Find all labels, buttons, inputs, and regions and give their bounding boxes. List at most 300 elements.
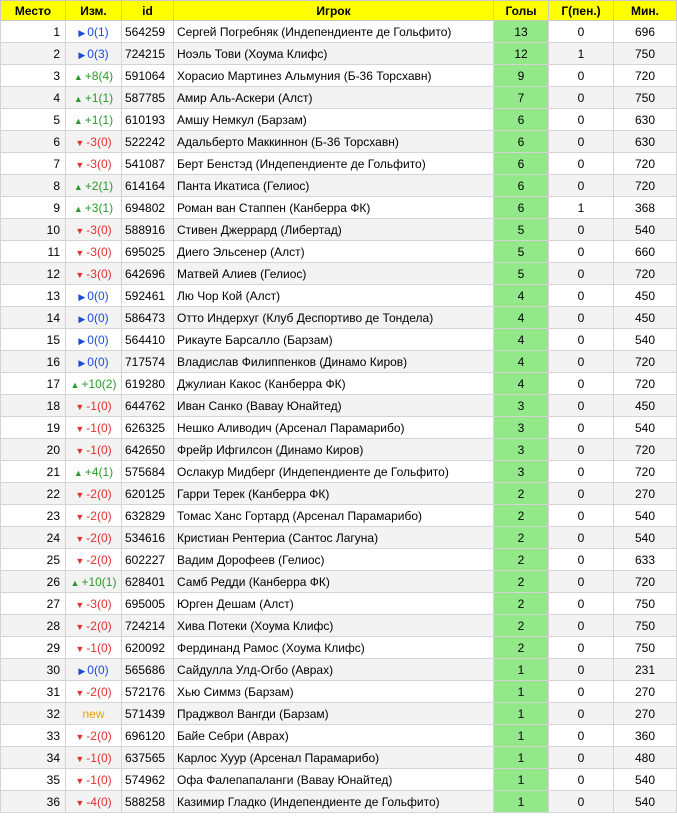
table-row[interactable] (1, 439, 677, 461)
player-cell[interactable]: Ослакур Мидберг (Индепендиенте де Гольфито) (174, 461, 494, 483)
player-cell[interactable]: Диего Эльсенер (Алст) (174, 241, 494, 263)
goals-cell: 2 (494, 637, 549, 659)
penalty-goals-cell: 0 (549, 483, 614, 505)
change-cell (66, 615, 122, 637)
place-cell: 25 (1, 549, 66, 571)
place-cell: 13 (1, 285, 66, 307)
table-row[interactable] (1, 175, 677, 197)
table-row[interactable] (1, 571, 677, 593)
player-cell[interactable]: Берт Бенстэд (Индепендиенте де Гольфито) (174, 153, 494, 175)
place-cell: 6 (1, 131, 66, 153)
place-cell: 11 (1, 241, 66, 263)
place-cell: 15 (1, 329, 66, 351)
place-cell: 10 (1, 219, 66, 241)
id-cell: 642696 (122, 263, 174, 285)
place-cell: 16 (1, 351, 66, 373)
player-cell[interactable]: Хью Симмз (Барзам) (174, 681, 494, 703)
player-cell[interactable]: Рикауте Барсалло (Барзам) (174, 329, 494, 351)
place-cell: 19 (1, 417, 66, 439)
change-value: -2(0) (86, 684, 112, 699)
goals-cell: 3 (494, 417, 549, 439)
arrow-down-icon: ▼ (75, 159, 85, 170)
goals-cell: 4 (494, 373, 549, 395)
change-value: 0(0) (87, 332, 109, 347)
place-cell: 5 (1, 109, 66, 131)
penalty-goals-cell: 0 (549, 527, 614, 549)
player-cell[interactable]: Праджвол Вангди (Барзам) (174, 703, 494, 725)
table-row[interactable] (1, 681, 677, 703)
penalty-goals-cell: 0 (549, 571, 614, 593)
goals-cell: 3 (494, 395, 549, 417)
change-value: -2(0) (86, 728, 112, 743)
header-penalties[interactable]: Г(пен.) (549, 1, 614, 21)
arrow-down-icon: ▼ (75, 247, 85, 258)
table-row[interactable] (1, 791, 677, 813)
arrow-right-icon: ▶ (78, 49, 86, 60)
table-row[interactable] (1, 197, 677, 219)
arrow-up-icon: ▲ (73, 93, 83, 104)
goals-cell: 6 (494, 175, 549, 197)
player-cell[interactable]: Хорасио Мартинез Альмуния (Б-36 Торсхавн) (174, 65, 494, 87)
goals-cell: 1 (494, 681, 549, 703)
id-cell: 588258 (122, 791, 174, 813)
change-cell (66, 505, 122, 527)
arrow-down-icon: ▼ (75, 511, 85, 522)
arrow-right-icon: ▶ (78, 357, 86, 368)
table-row[interactable] (1, 747, 677, 769)
table-row[interactable] (1, 527, 677, 549)
change-cell (66, 439, 122, 461)
goals-cell: 6 (494, 197, 549, 219)
change-value: -3(0) (86, 222, 112, 237)
header-minutes[interactable]: Мин. (614, 1, 677, 21)
minutes-cell: 633 (614, 549, 677, 571)
change-cell (66, 285, 122, 307)
change-value: -1(0) (86, 442, 112, 457)
change-value: -3(0) (86, 134, 112, 149)
goals-cell: 2 (494, 549, 549, 571)
table-row[interactable] (1, 417, 677, 439)
table-row[interactable] (1, 21, 677, 43)
place-cell: 20 (1, 439, 66, 461)
goals-cell: 6 (494, 131, 549, 153)
place-cell: 8 (1, 175, 66, 197)
change-cell (66, 791, 122, 813)
change-cell (66, 131, 122, 153)
penalty-goals-cell: 0 (549, 153, 614, 175)
place-cell: 14 (1, 307, 66, 329)
penalty-goals-cell: 0 (549, 461, 614, 483)
table-row[interactable] (1, 637, 677, 659)
place-cell: 21 (1, 461, 66, 483)
id-cell: 541087 (122, 153, 174, 175)
player-cell[interactable]: Юрген Дешам (Алст) (174, 593, 494, 615)
arrow-right-icon: ▶ (78, 27, 86, 38)
penalty-goals-cell: 0 (549, 747, 614, 769)
arrow-down-icon: ▼ (75, 423, 85, 434)
place-cell: 3 (1, 65, 66, 87)
change-cell (66, 483, 122, 505)
table-row[interactable] (1, 505, 677, 527)
player-cell[interactable]: Лю Чор Кой (Алст) (174, 285, 494, 307)
goals-cell: 4 (494, 351, 549, 373)
minutes-cell: 660 (614, 241, 677, 263)
change-value: 0(0) (87, 288, 109, 303)
change-value: +10(2) (81, 376, 117, 391)
goals-cell: 7 (494, 87, 549, 109)
minutes-cell: 750 (614, 87, 677, 109)
place-cell: 27 (1, 593, 66, 615)
change-cell (66, 527, 122, 549)
change-cell (66, 681, 122, 703)
goals-cell: 2 (494, 505, 549, 527)
penalty-goals-cell: 1 (549, 43, 614, 65)
change-cell (66, 197, 122, 219)
id-cell: 574962 (122, 769, 174, 791)
change-value: -1(0) (86, 750, 112, 765)
penalty-goals-cell: 0 (549, 769, 614, 791)
change-value: +1(1) (84, 90, 114, 105)
table-row[interactable] (1, 307, 677, 329)
change-cell (66, 87, 122, 109)
change-value: -2(0) (86, 552, 112, 567)
table-body (1, 21, 677, 813)
table-row[interactable] (1, 109, 677, 131)
arrow-down-icon: ▼ (75, 533, 85, 544)
goals-cell: 1 (494, 769, 549, 791)
penalty-goals-cell: 0 (549, 65, 614, 87)
player-cell[interactable]: Джулиан Какос (Канберра ФК) (174, 373, 494, 395)
player-cell[interactable]: Кристиан Рентериа (Сантос Лагуна) (174, 527, 494, 549)
player-cell[interactable]: Фердинанд Рамос (Хоума Клифс) (174, 637, 494, 659)
change-value: -3(0) (86, 244, 112, 259)
table-row[interactable] (1, 461, 677, 483)
arrow-down-icon: ▼ (75, 489, 85, 500)
table-row[interactable] (1, 395, 677, 417)
change-value: -2(0) (86, 618, 112, 633)
penalty-goals-cell: 0 (549, 307, 614, 329)
player-cell[interactable]: Казимир Гладко (Индепендиенте де Гольфито) (174, 791, 494, 813)
change-cell (66, 571, 122, 593)
id-cell: 619280 (122, 373, 174, 395)
change-value: +3(1) (84, 200, 114, 215)
change-value: 0(1) (87, 24, 109, 39)
change-value: -1(0) (86, 398, 112, 413)
change-value: -1(0) (86, 420, 112, 435)
goals-cell: 2 (494, 615, 549, 637)
table-row[interactable] (1, 725, 677, 747)
arrow-right-icon: ▶ (78, 335, 86, 346)
table-row[interactable] (1, 285, 677, 307)
player-cell[interactable]: Офа Фалепапаланги (Вавау Юнайтед) (174, 769, 494, 791)
penalty-goals-cell: 0 (549, 681, 614, 703)
minutes-cell: 450 (614, 307, 677, 329)
id-cell: 644762 (122, 395, 174, 417)
change-cell (66, 351, 122, 373)
id-cell: 695005 (122, 593, 174, 615)
penalty-goals-cell: 1 (549, 197, 614, 219)
table-row[interactable] (1, 131, 677, 153)
penalty-goals-cell: 0 (549, 87, 614, 109)
player-cell[interactable]: Ноэль Тови (Хоума Клифс) (174, 43, 494, 65)
goals-cell: 5 (494, 219, 549, 241)
id-cell: 564259 (122, 21, 174, 43)
minutes-cell: 540 (614, 769, 677, 791)
id-cell: 620125 (122, 483, 174, 505)
change-cell (66, 637, 122, 659)
arrow-down-icon: ▼ (75, 269, 85, 280)
change-cell (66, 747, 122, 769)
id-cell: 637565 (122, 747, 174, 769)
header-goals[interactable]: Голы (494, 1, 549, 21)
penalty-goals-cell: 0 (549, 109, 614, 131)
change-cell (66, 219, 122, 241)
player-cell[interactable]: Иван Санко (Вавау Юнайтед) (174, 395, 494, 417)
arrow-down-icon: ▼ (75, 621, 85, 632)
id-cell: 522242 (122, 131, 174, 153)
change-cell (66, 153, 122, 175)
penalty-goals-cell: 0 (549, 219, 614, 241)
table-row[interactable] (1, 483, 677, 505)
arrow-right-icon: ▶ (78, 665, 86, 676)
arrow-down-icon: ▼ (75, 731, 85, 742)
change-value: +1(1) (84, 112, 114, 127)
minutes-cell: 540 (614, 505, 677, 527)
id-cell: 587785 (122, 87, 174, 109)
player-cell[interactable]: Хива Потеки (Хоума Клифс) (174, 615, 494, 637)
change-value: +2(1) (84, 178, 114, 193)
id-cell: 572176 (122, 681, 174, 703)
goals-cell: 1 (494, 747, 549, 769)
table-row[interactable] (1, 351, 677, 373)
place-cell: 28 (1, 615, 66, 637)
arrow-up-icon: ▲ (73, 115, 83, 126)
place-cell: 1 (1, 21, 66, 43)
table-row[interactable] (1, 615, 677, 637)
penalty-goals-cell: 0 (549, 615, 614, 637)
player-cell[interactable]: Стивен Джеррард (Либертад) (174, 219, 494, 241)
goals-cell: 3 (494, 439, 549, 461)
table-row[interactable] (1, 43, 677, 65)
penalty-goals-cell: 0 (549, 241, 614, 263)
change-value: -2(0) (86, 486, 112, 501)
place-cell: 18 (1, 395, 66, 417)
goals-cell: 5 (494, 263, 549, 285)
minutes-cell: 231 (614, 659, 677, 681)
table-row[interactable] (1, 549, 677, 571)
table-row[interactable] (1, 153, 677, 175)
change-cell (66, 549, 122, 571)
place-cell: 35 (1, 769, 66, 791)
penalty-goals-cell: 0 (549, 791, 614, 813)
player-cell[interactable]: Адальберто Маккиннон (Б-36 Торсхавн) (174, 131, 494, 153)
player-cell[interactable]: Сергей Погребняк (Индепендиенте де Гольфито) (174, 21, 494, 43)
id-cell: 592461 (122, 285, 174, 307)
penalty-goals-cell: 0 (549, 659, 614, 681)
change-cell (66, 307, 122, 329)
change-value: -3(0) (86, 156, 112, 171)
player-cell[interactable]: Томас Ханс Гортард (Арсенал Парамарибо) (174, 505, 494, 527)
place-cell: 9 (1, 197, 66, 219)
arrow-up-icon: ▲ (70, 379, 80, 390)
table-row[interactable] (1, 263, 677, 285)
minutes-cell: 750 (614, 637, 677, 659)
table-row[interactable] (1, 87, 677, 109)
table-row[interactable] (1, 703, 677, 725)
minutes-cell: 450 (614, 285, 677, 307)
arrow-down-icon: ▼ (75, 753, 85, 764)
penalty-goals-cell: 0 (549, 395, 614, 417)
change-value: -3(0) (86, 596, 112, 611)
player-cell[interactable]: Амшу Немкул (Барзам) (174, 109, 494, 131)
id-cell: 571439 (122, 703, 174, 725)
arrow-down-icon: ▼ (75, 643, 85, 654)
penalty-goals-cell: 0 (549, 637, 614, 659)
change-value: 0(0) (87, 310, 109, 325)
player-cell[interactable]: Роман ван Стаппен (Канберра ФК) (174, 197, 494, 219)
minutes-cell: 270 (614, 703, 677, 725)
id-cell: 564410 (122, 329, 174, 351)
place-cell: 31 (1, 681, 66, 703)
change-cell (66, 373, 122, 395)
minutes-cell: 720 (614, 153, 677, 175)
place-cell: 29 (1, 637, 66, 659)
penalty-goals-cell: 0 (549, 285, 614, 307)
goals-cell: 2 (494, 483, 549, 505)
player-cell[interactable]: Вадим Дорофеев (Гелиос) (174, 549, 494, 571)
id-cell: 695025 (122, 241, 174, 263)
id-cell: 614164 (122, 175, 174, 197)
minutes-cell: 450 (614, 395, 677, 417)
id-cell: 588916 (122, 219, 174, 241)
goals-cell: 13 (494, 21, 549, 43)
id-cell: 620092 (122, 637, 174, 659)
table-row[interactable] (1, 769, 677, 791)
header-player[interactable]: Игрок (174, 1, 494, 21)
minutes-cell: 720 (614, 571, 677, 593)
place-cell: 26 (1, 571, 66, 593)
goals-cell: 1 (494, 703, 549, 725)
penalty-goals-cell: 0 (549, 703, 614, 725)
id-cell: 610193 (122, 109, 174, 131)
penalty-goals-cell: 0 (549, 21, 614, 43)
place-cell: 22 (1, 483, 66, 505)
player-cell[interactable]: Нешко Аливодич (Арсенал Парамарибо) (174, 417, 494, 439)
minutes-cell: 540 (614, 791, 677, 813)
change-cell (66, 461, 122, 483)
id-cell: 642650 (122, 439, 174, 461)
player-cell[interactable]: Гарри Терек (Канберра ФК) (174, 483, 494, 505)
table-row[interactable] (1, 65, 677, 87)
player-cell[interactable]: Фрейр Ифгилсон (Динамо Киров) (174, 439, 494, 461)
arrow-down-icon: ▼ (75, 775, 85, 786)
player-cell[interactable]: Байе Себри (Аврах) (174, 725, 494, 747)
minutes-cell: 540 (614, 329, 677, 351)
change-cell (66, 593, 122, 615)
player-cell[interactable]: Отто Индерхуг (Клуб Деспортиво де Тондела) (174, 307, 494, 329)
player-cell[interactable]: Панта Икатиса (Гелиос) (174, 175, 494, 197)
change-cell (66, 263, 122, 285)
penalty-goals-cell: 0 (549, 131, 614, 153)
change-cell (66, 21, 122, 43)
place-cell: 32 (1, 703, 66, 725)
arrow-down-icon: ▼ (75, 599, 85, 610)
id-cell: 626325 (122, 417, 174, 439)
minutes-cell: 720 (614, 263, 677, 285)
goals-cell: 2 (494, 571, 549, 593)
id-cell: 591064 (122, 65, 174, 87)
penalty-goals-cell: 0 (549, 329, 614, 351)
table-row[interactable] (1, 241, 677, 263)
place-cell: 7 (1, 153, 66, 175)
minutes-cell: 270 (614, 681, 677, 703)
minutes-cell: 540 (614, 527, 677, 549)
minutes-cell: 720 (614, 461, 677, 483)
change-value: 0(0) (87, 662, 109, 677)
player-cell[interactable]: Амир Аль-Аскери (Алст) (174, 87, 494, 109)
change-value: -3(0) (86, 266, 112, 281)
penalty-goals-cell: 0 (549, 263, 614, 285)
change-cell (66, 329, 122, 351)
arrow-down-icon: ▼ (75, 687, 85, 698)
goals-cell: 1 (494, 659, 549, 681)
minutes-cell: 540 (614, 417, 677, 439)
change-cell (66, 43, 122, 65)
id-cell: 628401 (122, 571, 174, 593)
header-row (1, 1, 677, 21)
id-cell: 602227 (122, 549, 174, 571)
header-place[interactable]: Место (1, 1, 66, 21)
arrow-up-icon: ▲ (73, 71, 83, 82)
table-row[interactable] (1, 373, 677, 395)
header-change[interactable]: Изм. (66, 1, 122, 21)
place-cell: 34 (1, 747, 66, 769)
table-row[interactable] (1, 593, 677, 615)
change-value: -2(0) (86, 508, 112, 523)
change-cell (66, 659, 122, 681)
change-cell (66, 395, 122, 417)
penalty-goals-cell: 0 (549, 373, 614, 395)
penalty-goals-cell: 0 (549, 417, 614, 439)
change-cell (66, 175, 122, 197)
minutes-cell: 720 (614, 65, 677, 87)
minutes-cell: 630 (614, 131, 677, 153)
player-cell[interactable]: Самб Редди (Канберра ФК) (174, 571, 494, 593)
penalty-goals-cell: 0 (549, 175, 614, 197)
place-cell: 23 (1, 505, 66, 527)
goals-cell: 2 (494, 527, 549, 549)
table-row[interactable] (1, 329, 677, 351)
table-row[interactable] (1, 659, 677, 681)
minutes-cell: 368 (614, 197, 677, 219)
arrow-down-icon: ▼ (75, 797, 85, 808)
id-cell: 694802 (122, 197, 174, 219)
place-cell: 4 (1, 87, 66, 109)
player-cell[interactable]: Владислав Филиппенков (Динамо Киров) (174, 351, 494, 373)
player-cell[interactable]: Карлос Хуур (Арсенал Парамарибо) (174, 747, 494, 769)
player-cell[interactable]: Матвей Алиев (Гелиос) (174, 263, 494, 285)
penalty-goals-cell: 0 (549, 549, 614, 571)
goals-cell: 4 (494, 285, 549, 307)
minutes-cell: 750 (614, 615, 677, 637)
table-row[interactable] (1, 219, 677, 241)
id-cell: 724214 (122, 615, 174, 637)
change-cell (66, 109, 122, 131)
minutes-cell: 270 (614, 483, 677, 505)
minutes-cell: 480 (614, 747, 677, 769)
player-cell[interactable]: Сайдулла Улд-Огбо (Аврах) (174, 659, 494, 681)
header-id[interactable]: id (122, 1, 174, 21)
